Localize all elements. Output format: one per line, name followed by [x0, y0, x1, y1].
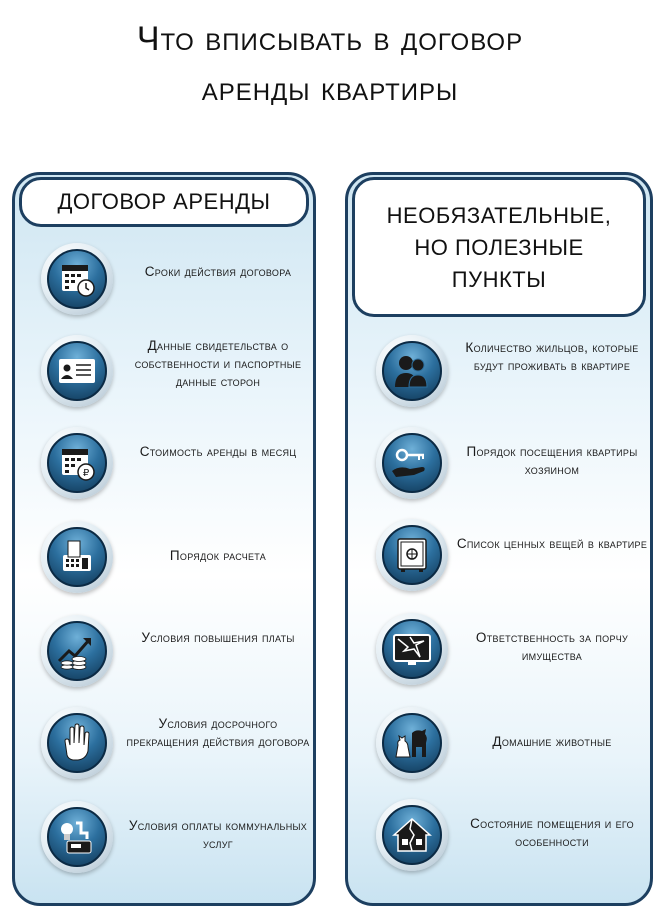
list-item [15, 707, 313, 787]
page-title [0, 14, 660, 114]
right-panel-header [352, 177, 646, 317]
id-card-icon [41, 335, 113, 407]
list-item [348, 799, 650, 879]
item-label: Условия оплаты коммунальных услуг [128, 818, 308, 851]
item-label: Порядок посещения квартиры хозяином [466, 444, 638, 477]
right-panel-header-line-3: ПУНКТЫ [451, 267, 547, 292]
item-label: Список ценных вещей в квартире [456, 536, 648, 551]
list-item [348, 707, 650, 787]
key-hand-icon [376, 427, 448, 499]
list-item [348, 519, 650, 599]
list-item [15, 243, 313, 323]
item-label: Данные свидетельства о собственности и паспортные данные сторон [134, 338, 302, 389]
rising-coins-icon [41, 615, 113, 687]
item-label: Условия повышения платы [141, 630, 295, 645]
list-item [15, 427, 313, 507]
calendar-clock-icon [41, 243, 113, 315]
list-item [15, 521, 313, 601]
svg-text:₽: ₽ [82, 468, 90, 479]
item-label: Условия досрочного прекращения действия договора [126, 716, 310, 749]
page-title-line-2: аренды квартиры [201, 70, 459, 108]
item-label: Ответственность за порчу имущества [475, 630, 629, 663]
cracked-house-icon [376, 799, 448, 871]
people-icon [376, 335, 448, 407]
item-label: Порядок расчета [169, 548, 267, 563]
item-label: Состояние помещения и его особенности [470, 816, 634, 849]
safe-icon [376, 519, 448, 591]
item-label: Стоимость аренды в месяц [139, 444, 297, 459]
right-panel [345, 172, 653, 906]
list-item [348, 613, 650, 693]
list-item [15, 615, 313, 695]
utilities-icon [41, 801, 113, 873]
page-title-line-1: Что вписывать в договор [136, 20, 524, 58]
stop-hand-icon [41, 707, 113, 779]
list-item [15, 335, 313, 415]
calendar-ruble-icon [41, 427, 113, 499]
fax-payment-icon [41, 521, 113, 593]
right-panel-header-line-1: НЕОБЯЗАТЕЛЬНЫЕ, [386, 203, 612, 228]
right-panel-header-line-2: НО ПОЛЕЗНЫЕ [414, 235, 584, 260]
left-panel-header: ДОГОВОР АРЕНДЫ [19, 177, 309, 227]
list-item [15, 801, 313, 881]
list-item [348, 335, 650, 415]
item-label: Сроки действия договора [144, 264, 292, 279]
left-panel [12, 172, 316, 906]
list-item [348, 427, 650, 507]
item-label: Домашние животные [492, 734, 612, 749]
pets-icon [376, 707, 448, 779]
broken-screen-icon [376, 613, 448, 685]
item-label: Количество жильцов, которые будут проживать в квартире [465, 340, 639, 373]
